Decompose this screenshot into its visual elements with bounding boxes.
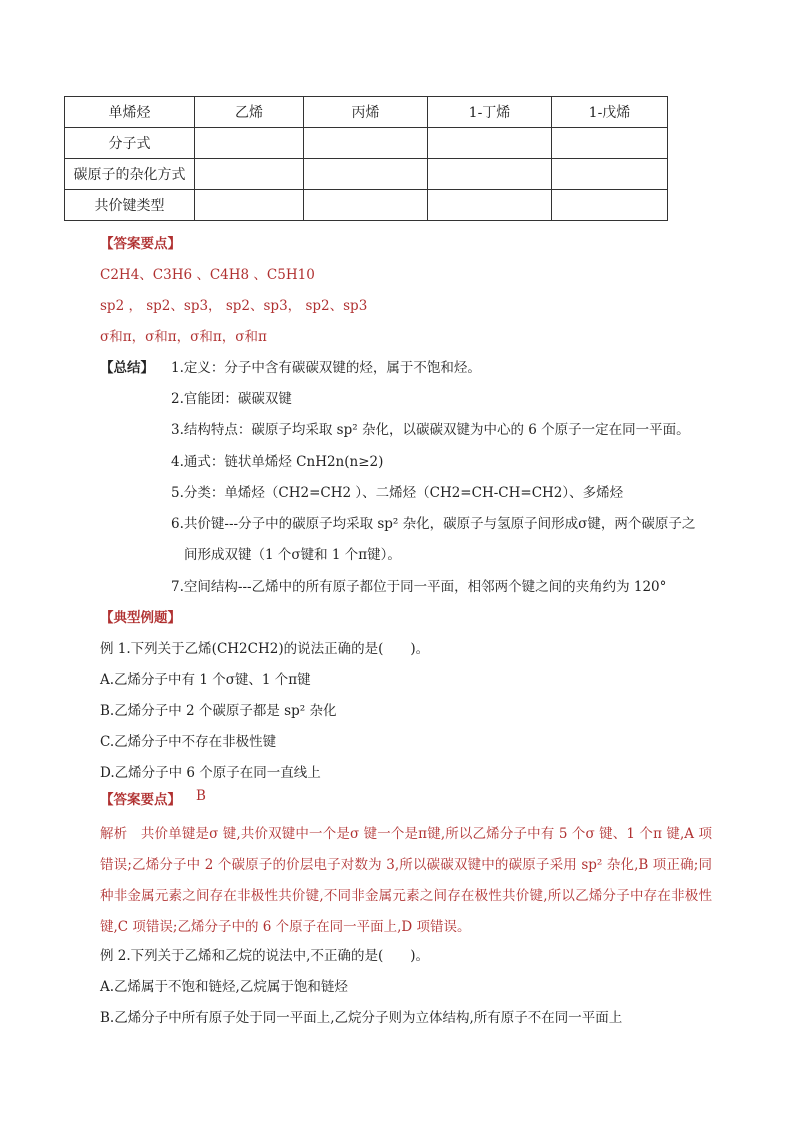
summary-item: 间形成双键（1 个σ键和 1 个π键）。 <box>184 547 401 563</box>
table-cell: 碳原子的杂化方式 <box>65 159 195 190</box>
table-cell <box>428 190 552 221</box>
table-cell <box>552 190 668 221</box>
table-row <box>65 128 668 159</box>
example2-option-b: B.乙烯分子中所有原子处于同一平面上,乙烷分子则为立体结构,所有原子不在同一平面上 <box>100 1010 623 1026</box>
example1-option-d: D.乙烯分子中 6 个原子在同一直线上 <box>100 765 321 781</box>
answer-formula-line: C2H4、C3H6 、C4H8 、C5H10 <box>100 267 315 283</box>
table-header-cell: 单烯烃 <box>65 97 195 128</box>
answer-points-label: 【答案要点】 <box>100 236 181 252</box>
examples-label: 【典型例题】 <box>100 610 181 626</box>
table-cell <box>195 128 304 159</box>
summary-item: 1.定义：分子中含有碳碳双键的烃，属于不饱和烃。 <box>171 360 481 376</box>
table-cell <box>195 159 304 190</box>
example1-answer: B <box>196 788 206 804</box>
table-cell <box>195 190 304 221</box>
summary-item: 5.分类：单烯烃（CH2=CH2 ）、二烯烃（CH2=CH-CH=CH2）、多烯烃 <box>171 485 624 501</box>
table-cell <box>304 190 428 221</box>
table-cell <box>428 128 552 159</box>
table-row <box>65 159 668 190</box>
answer-hybrid-line: sp2 ， sp2、sp3， sp2、sp3， sp2、sp3 <box>100 298 368 314</box>
summary-item: 4.通式：链状单烯烃 CnH2n(n≥2) <box>171 454 384 470</box>
table-header-cell: 丙烯 <box>304 97 428 128</box>
example1-analysis: 解析 共价单键是σ 键,共价双键中一个是σ 键一个是π键,所以乙烯分子中有 5 个σ 键、1 个π 键,A 项错误;乙烯分子中 2 个碳原子的价层电子对数为 3,所以碳碳双键中的碳原子采用 sp² 杂化,B 项正确;同种非金属元素之间存在非极性共价键,不同非金属元素之间存在极性共价键,所以乙烯分子中存在非极性键,C 项错误;乙烯分子中的 6 个原子在同一平面上,D 项错误。 <box>100 826 712 935</box>
table-header-cell: 1-戊烯 <box>552 97 668 128</box>
example1-option-a: A.乙烯分子中有 1 个σ键、1 个π键 <box>100 672 311 688</box>
alkene-table <box>64 96 668 221</box>
table-cell <box>304 159 428 190</box>
table-cell: 分子式 <box>65 128 195 159</box>
table-header-cell: 乙烯 <box>195 97 304 128</box>
answer-bond-line: σ和π，σ和π，σ和π，σ和π <box>100 329 267 345</box>
example1-option-c: C.乙烯分子中不存在非极性键 <box>100 734 277 750</box>
summary-item: 3.结构特点：碳原子均采取 sp² 杂化，以碳碳双键为中心的 6 个原子一定在同一平面。 <box>171 422 690 438</box>
summary-item: 2.官能团：碳碳双键 <box>171 391 292 407</box>
summary-label: 【总结】 <box>100 360 154 376</box>
example2-question: 例 2.下列关于乙烯和乙烷的说法中,不正确的是( )。 <box>100 948 429 964</box>
table-cell: 共价键类型 <box>65 190 195 221</box>
table-cell <box>552 128 668 159</box>
summary-item: 6.共价键---分子中的碳原子均采取 sp² 杂化，碳原子与氢原子间形成σ键，两个碳原子之 <box>171 516 696 532</box>
table-row <box>65 190 668 221</box>
example1-answer-label: 【答案要点】 <box>100 792 181 808</box>
example1-option-b: B.乙烯分子中 2 个碳原子都是 sp² 杂化 <box>100 703 337 719</box>
table-header-row <box>65 97 668 128</box>
example2-option-a: A.乙烯属于不饱和链烃,乙烷属于饱和链烃 <box>100 979 348 995</box>
table-cell <box>304 128 428 159</box>
table-cell <box>552 159 668 190</box>
table-cell <box>428 159 552 190</box>
example1-question: 例 1.下列关于乙烯(CH2CH2)的说法正确的是( )。 <box>100 641 430 657</box>
table-header-cell: 1-丁烯 <box>428 97 552 128</box>
summary-item: 7.空间结构---乙烯中的所有原子都位于同一平面，相邻两个键之间的夹角约为 120° <box>171 579 667 595</box>
